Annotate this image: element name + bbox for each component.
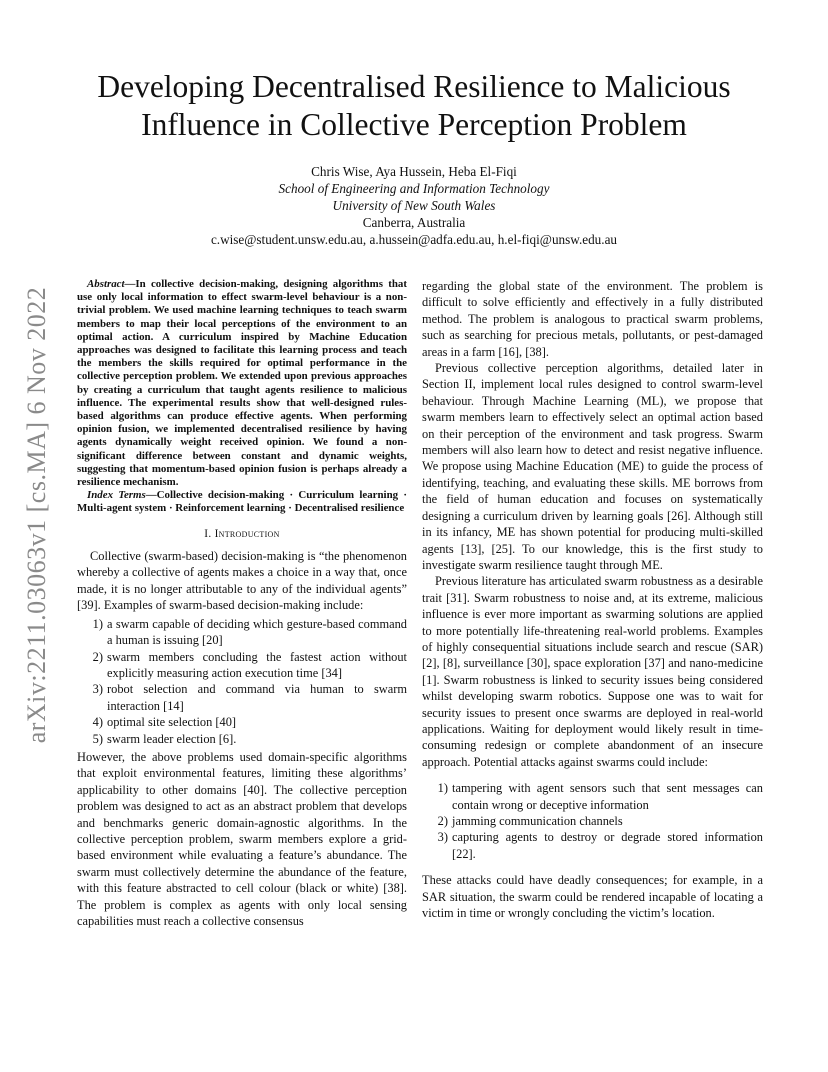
list-number: 3) — [437, 830, 448, 845]
list-item — [92, 731, 407, 747]
list-number: 4) — [92, 715, 103, 730]
examples-list — [77, 616, 407, 747]
intro-paragraph: However, the above problems used domain-specific algorithms that exploit environmental features, limiting these algorithms’ applicability to other domains [40]. The collective perception problem was designed to act as an abstract problem that develops and benchmarks generic domain-agnostic algorithms. In the collective perception problem, swarm members explore a grid-based environment while evaluating a feature’s abundance. The swarm must collectively determine the abundance of the feature, with this feature abstracted to cell colour (black or white) [38]. The problem is complex as agents with only local sensing capabilities must reach a collective consensus — [77, 749, 407, 928]
left-column — [77, 278, 407, 929]
body-paragraph: regarding the global state of the environment. The problem is difficult to solve efficiently and effectively in a fully distributed method. The problem is analogous to practical swarm problems, such as searching for precious metals, pollutants, or pest-damaged areas in a farm [16], [38]. — [422, 279, 763, 359]
location: Canberra, Australia — [362, 215, 466, 230]
title-line: Developing Decentralised Resilience to Malicious — [97, 69, 731, 104]
paper-title — [60, 68, 768, 144]
author-block — [60, 163, 768, 248]
list-number: 3) — [92, 682, 103, 697]
index-terms-label: Index Terms — [87, 489, 146, 502]
abstract-label: Abstract — [87, 278, 125, 290]
list-text: robot selection and command via human to swarm interaction [14] — [107, 682, 407, 713]
list-item — [92, 681, 407, 714]
list-item — [437, 813, 763, 829]
index-terms — [77, 489, 407, 515]
intro-paragraph: Collective (swarm-based) decision-making is “the phenomenon whereby a collective of agents makes a choice in a way that, once made, it is no longer attributable to any of the individual agents” [39]. Examples of swarm-based decision-making include: — [77, 549, 407, 613]
list-text: capturing agents to destroy or degrade stored information [22]. — [452, 830, 763, 861]
body-paragraph: These attacks could have deadly consequences; for example, in a SAR situation, the swarm could be rendered incapable of locating a victim in time or wrongly concluding the victim’s location. — [422, 873, 763, 921]
right-column — [422, 278, 763, 921]
affiliation-line: University of New South Wales — [332, 198, 496, 213]
list-text: a swarm capable of deciding which gesture-based command a human is issuing [20] — [107, 616, 407, 648]
attacks-list — [422, 780, 763, 862]
list-item — [437, 829, 763, 862]
affiliation-line: School of Engineering and Information Technology — [278, 181, 550, 196]
list-text: jamming communication channels — [452, 814, 623, 828]
author-names: Chris Wise, Aya Hussein, Heba El-Fiqi — [311, 164, 517, 179]
abstract-text: —In collective decision-making, designing algorithms that use only local information to effect swarm-level behaviour is a non-trivial problem. We used machine learning techniques to teach swarm members to map their local perceptions of the environment to an optimal action. A curriculum inspired by Machine Education approaches was designed to facilitate this learning process and teach the members the skills required for optimal performance in the collective perception problem. We extended upon previous approaches by creating a curriculum that taught agents resilience to malicious influence. The experimental results show that well-designed rules-based algorithms can produce effective agents. When performing opinion fusion, we implemented decentralised resilience by having agents dynamically weight received opinion. We found a non-significant difference between constant and dynamic weights, suggesting that momentum-based opinion fusion is perhaps already a resilience mechanism. — [77, 278, 407, 489]
index-terms-text: —Collective decision-making · Curriculum learning · Multi-agent system · Reinforcement learning · Decentralised resilience — [77, 489, 408, 515]
list-text: swarm members concluding the fastest action without explicitly measuring action execution time [34] — [107, 649, 407, 680]
body-paragraph: Previous literature has articulated swarm robustness as a desirable trait [31]. Swarm robustness to noise and, at its extreme, malicious influence is ever more important as swarming solutions are applied to more potentially life-threatening real-world problems. Examples of highly consequential situations include search and rescue (SAR) [2], [8], surveillance [30], space exploration [37] and nano-medicine [1]. Swarm robustness is linked to security issues being considered whilst developing swarm robotics. Suppose one was to wait for security issues to present once swarms are deployed in real-world applications. Waiting for deployment would likely result in time-consuming redesign or complete abandonment of an insecure approach. Potential attacks against swarms could include: — [422, 574, 763, 769]
section-heading: I. Introduction — [204, 527, 280, 540]
list-number: 5) — [92, 731, 103, 746]
list-item — [92, 649, 407, 682]
list-text: optimal site selection [40] — [107, 715, 237, 730]
emails: c.wise@student.unsw.edu.au, a.hussein@adfa.edu.au, h.el-fiqi@unsw.edu.au — [210, 232, 618, 247]
list-item — [92, 714, 407, 730]
body-paragraph: Previous collective perception algorithms, detailed later in Section II, implement local rules designed to control swarm-level behaviour. Through Machine Learning (ML), we propose that swarm members learn to effectively select an optimal action based on their perception of the environment and task progress. Swarm members will also learn how to detect and resist negative influence. We propose using Machine Education (ME) to guide the process of identifying, teaching, and evaluating these skills. ME borrows from the field of human education and focuses on systematically designing a curriculum driven by learning goals [26]. Although still in its infancy, ME has shown potential for producing multi-skilled agents [13], [25]. To our knowledge, this is the first study to investigate swarm resilience taught through ME. — [422, 361, 763, 572]
arxiv-stamp-text: arXiv:2211.03063v1 [cs.MA] 6 Nov 2022 — [22, 286, 51, 744]
title-line: Influence in Collective Perception Problem — [141, 107, 687, 142]
abstract — [77, 278, 407, 489]
list-item — [437, 780, 763, 813]
list-number: 1) — [437, 781, 448, 796]
list-number: 2) — [437, 814, 448, 828]
list-number: 1) — [92, 616, 103, 631]
list-item — [92, 616, 407, 649]
list-text: tampering with agent sensors such that sent messages can contain wrong or deceptive information — [452, 781, 763, 812]
list-text: swarm leader election [6]. — [107, 731, 237, 746]
list-number: 2) — [92, 649, 103, 664]
arxiv-stamp — [14, 280, 60, 750]
